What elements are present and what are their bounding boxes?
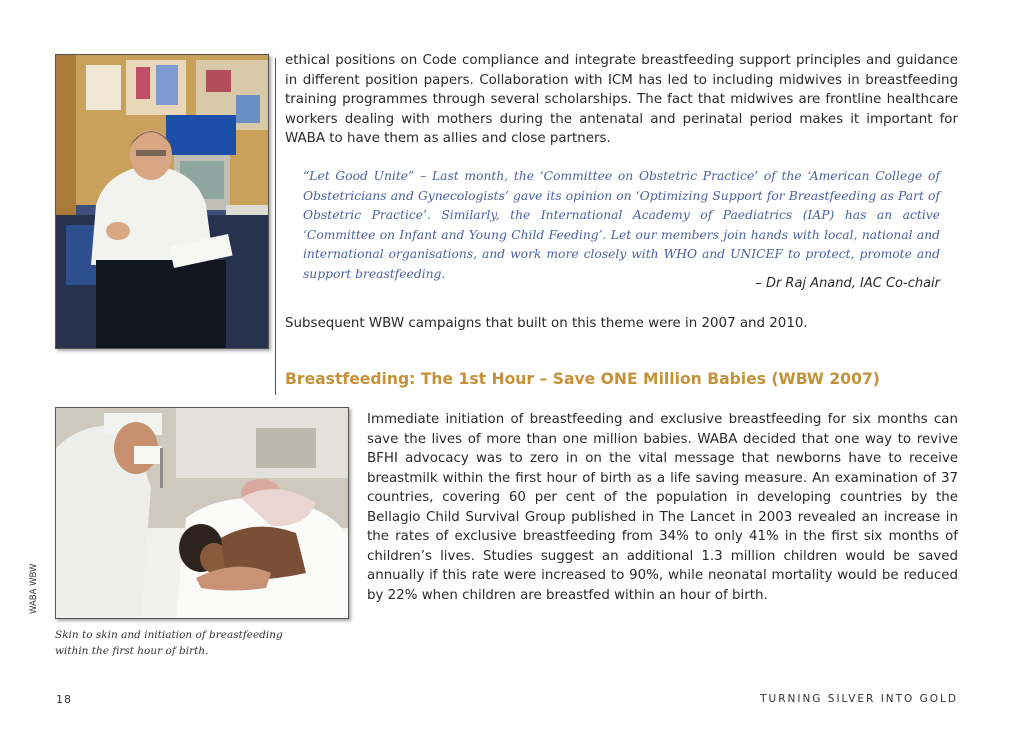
photo-skin-to-skin bbox=[55, 407, 349, 619]
photo-doctor-illustration bbox=[56, 55, 268, 348]
section-heading: Breastfeeding: The 1st Hour – Save ONE Million Babies (WBW 2007) bbox=[285, 370, 880, 388]
paragraph-midwives: ethical positions on Code compliance and integrate breastfeeding support principles and guidance in different position papers. Collaboration with ICM has led to including midwives in breastfeeding training programmes through several scholarships. The fact that midwives are frontline healthcare workers dealing with mothers during the antenatal and perinatal period makes it important for WABA to have them as allies and close partners. bbox=[285, 53, 958, 146]
paragraph-subsequent-campaigns: Subsequent WBW campaigns that built on this theme were in 2007 and 2010. bbox=[285, 316, 808, 331]
pull-quote: “Let Good Unite” – Last month, the ‘Committee on Obstetric Practice’ of the ‘American College of Obstetricians and Gynecologists’ gave its opinion on ‘Optimizing Support for Breastfeeding as Part of Obstetric Practice’. Similarly, the International Academy of Paediatrics (IAP) has an active ‘Committee on Infant and Young Child Feeding’. Let our members join hands with local, national and international organisations, and work more closely with WHO and UNICEF to protect, promote and support breastfeeding. bbox=[303, 169, 940, 281]
page-number: 18 bbox=[56, 693, 72, 706]
photo-caption: Skin to skin and initiation of breastfeeding within the first hour of birth. bbox=[55, 629, 283, 657]
photo-doctor-in-office bbox=[55, 54, 269, 349]
photo-credit: WABA WBW bbox=[29, 563, 39, 614]
running-title: TURNING SILVER INTO GOLD bbox=[760, 693, 958, 705]
quote-attribution: – Dr Raj Anand, IAC Co-chair bbox=[755, 276, 940, 291]
vertical-divider bbox=[275, 58, 276, 395]
paragraph-first-hour: Immediate initiation of breastfeeding and exclusive breastfeeding for six months can save the lives of more than one million babies. WABA decided that one way to revive BFHI advocacy was to zero in on the vital message that newborns have to receive breastmilk within the first hour of birth as a life saving measure. An examination of 37 countries, covering 60 per cent of the population in developing countries by the Bellagio Child Survival Group published in The Lancet in 2003 revealed an increase in the rates of exclusive breastfeeding from 34% to only 41% in the first six months of children’s lives. Studies suggest an additional 1.3 million children would be saved annually if this rate were increased to 90%, while neonatal mortality would be reduced by 22% when children are breastfed within an hour of birth. bbox=[367, 412, 958, 603]
photo-newborn-illustration bbox=[56, 408, 348, 618]
